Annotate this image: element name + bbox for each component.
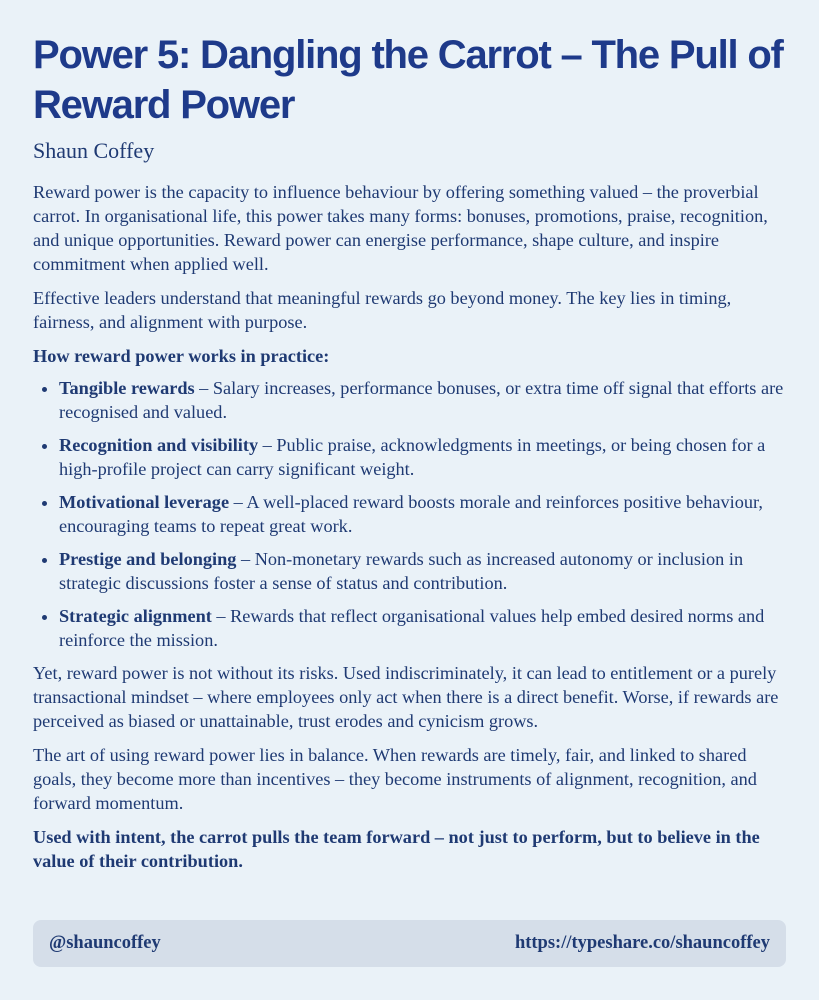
article xyxy=(33,30,788,883)
list-item-text: – Salary increases, performance bonuses, or extra time off signal that efforts are recognised and valued. xyxy=(59,378,784,422)
social-handle[interactable]: @shauncoffey xyxy=(49,933,161,953)
list-item xyxy=(59,547,788,595)
list-item xyxy=(59,490,788,538)
list-item-text: – Public praise, acknowledgments in meetings, or being chosen for a high-profile project can carry significant weight. xyxy=(59,435,766,479)
list-item-term: Strategic alignment xyxy=(59,606,212,626)
list-item-term: Recognition and visibility xyxy=(59,435,259,455)
list-item-term: Motivational leverage xyxy=(59,492,230,512)
closing-statement: Used with intent, the carrot pulls the team forward – not just to perform, but to believe in the value of their contribution. xyxy=(33,827,760,871)
list-item-term: Prestige and belonging xyxy=(59,549,237,569)
list-item-text: – A well-placed reward boosts morale and reinforces positive behaviour, encouraging teams to repeat great work. xyxy=(59,492,763,536)
list-item-text: – Non-monetary rewards such as increased autonomy or inclusion in strategic discussions foster a sense of status and contribution. xyxy=(59,549,744,593)
footer-bar xyxy=(33,920,786,967)
paragraph: Yet, reward power is not without its risks. Used indiscriminately, it can lead to entitlement or a purely transactional mindset – where employees only act when there is a direct benefit. Worse, if rewards are perceived as biased or unattainable, trust erodes and cynicism grows. xyxy=(33,663,779,731)
list-item-text: – Rewards that reflect organisational values help embed desired norms and reinforce the mission. xyxy=(59,606,765,650)
list-item xyxy=(59,433,788,481)
author-name: Shaun Coffey xyxy=(33,138,155,163)
page-title: Power 5: Dangling the Carrot – The Pull of Reward Power xyxy=(33,33,783,127)
paragraph: The art of using reward power lies in balance. When rewards are timely, fair, and linked to shared goals, they become more than incentives – they become instruments of alignment, recognition, and forward momentum. xyxy=(33,745,757,813)
paragraph: Effective leaders understand that meaningful rewards go beyond money. The key lies in timing, fairness, and alignment with purpose. xyxy=(33,288,732,332)
list-heading: How reward power works in practice: xyxy=(33,346,330,366)
bullet-list xyxy=(33,376,788,652)
paragraph: Reward power is the capacity to influence behaviour by offering something valued – the proverbial carrot. In organisational life, this power takes many forms: bonuses, promotions, praise, recognition, and unique opportunities. Reward power can energise performance, shape culture, and inspire commitment when applied well. xyxy=(33,182,768,274)
list-item xyxy=(59,376,788,424)
list-item xyxy=(59,604,788,652)
list-item-term: Tangible rewards xyxy=(59,378,195,398)
profile-link[interactable]: https://typeshare.co/shauncoffey xyxy=(514,933,770,953)
